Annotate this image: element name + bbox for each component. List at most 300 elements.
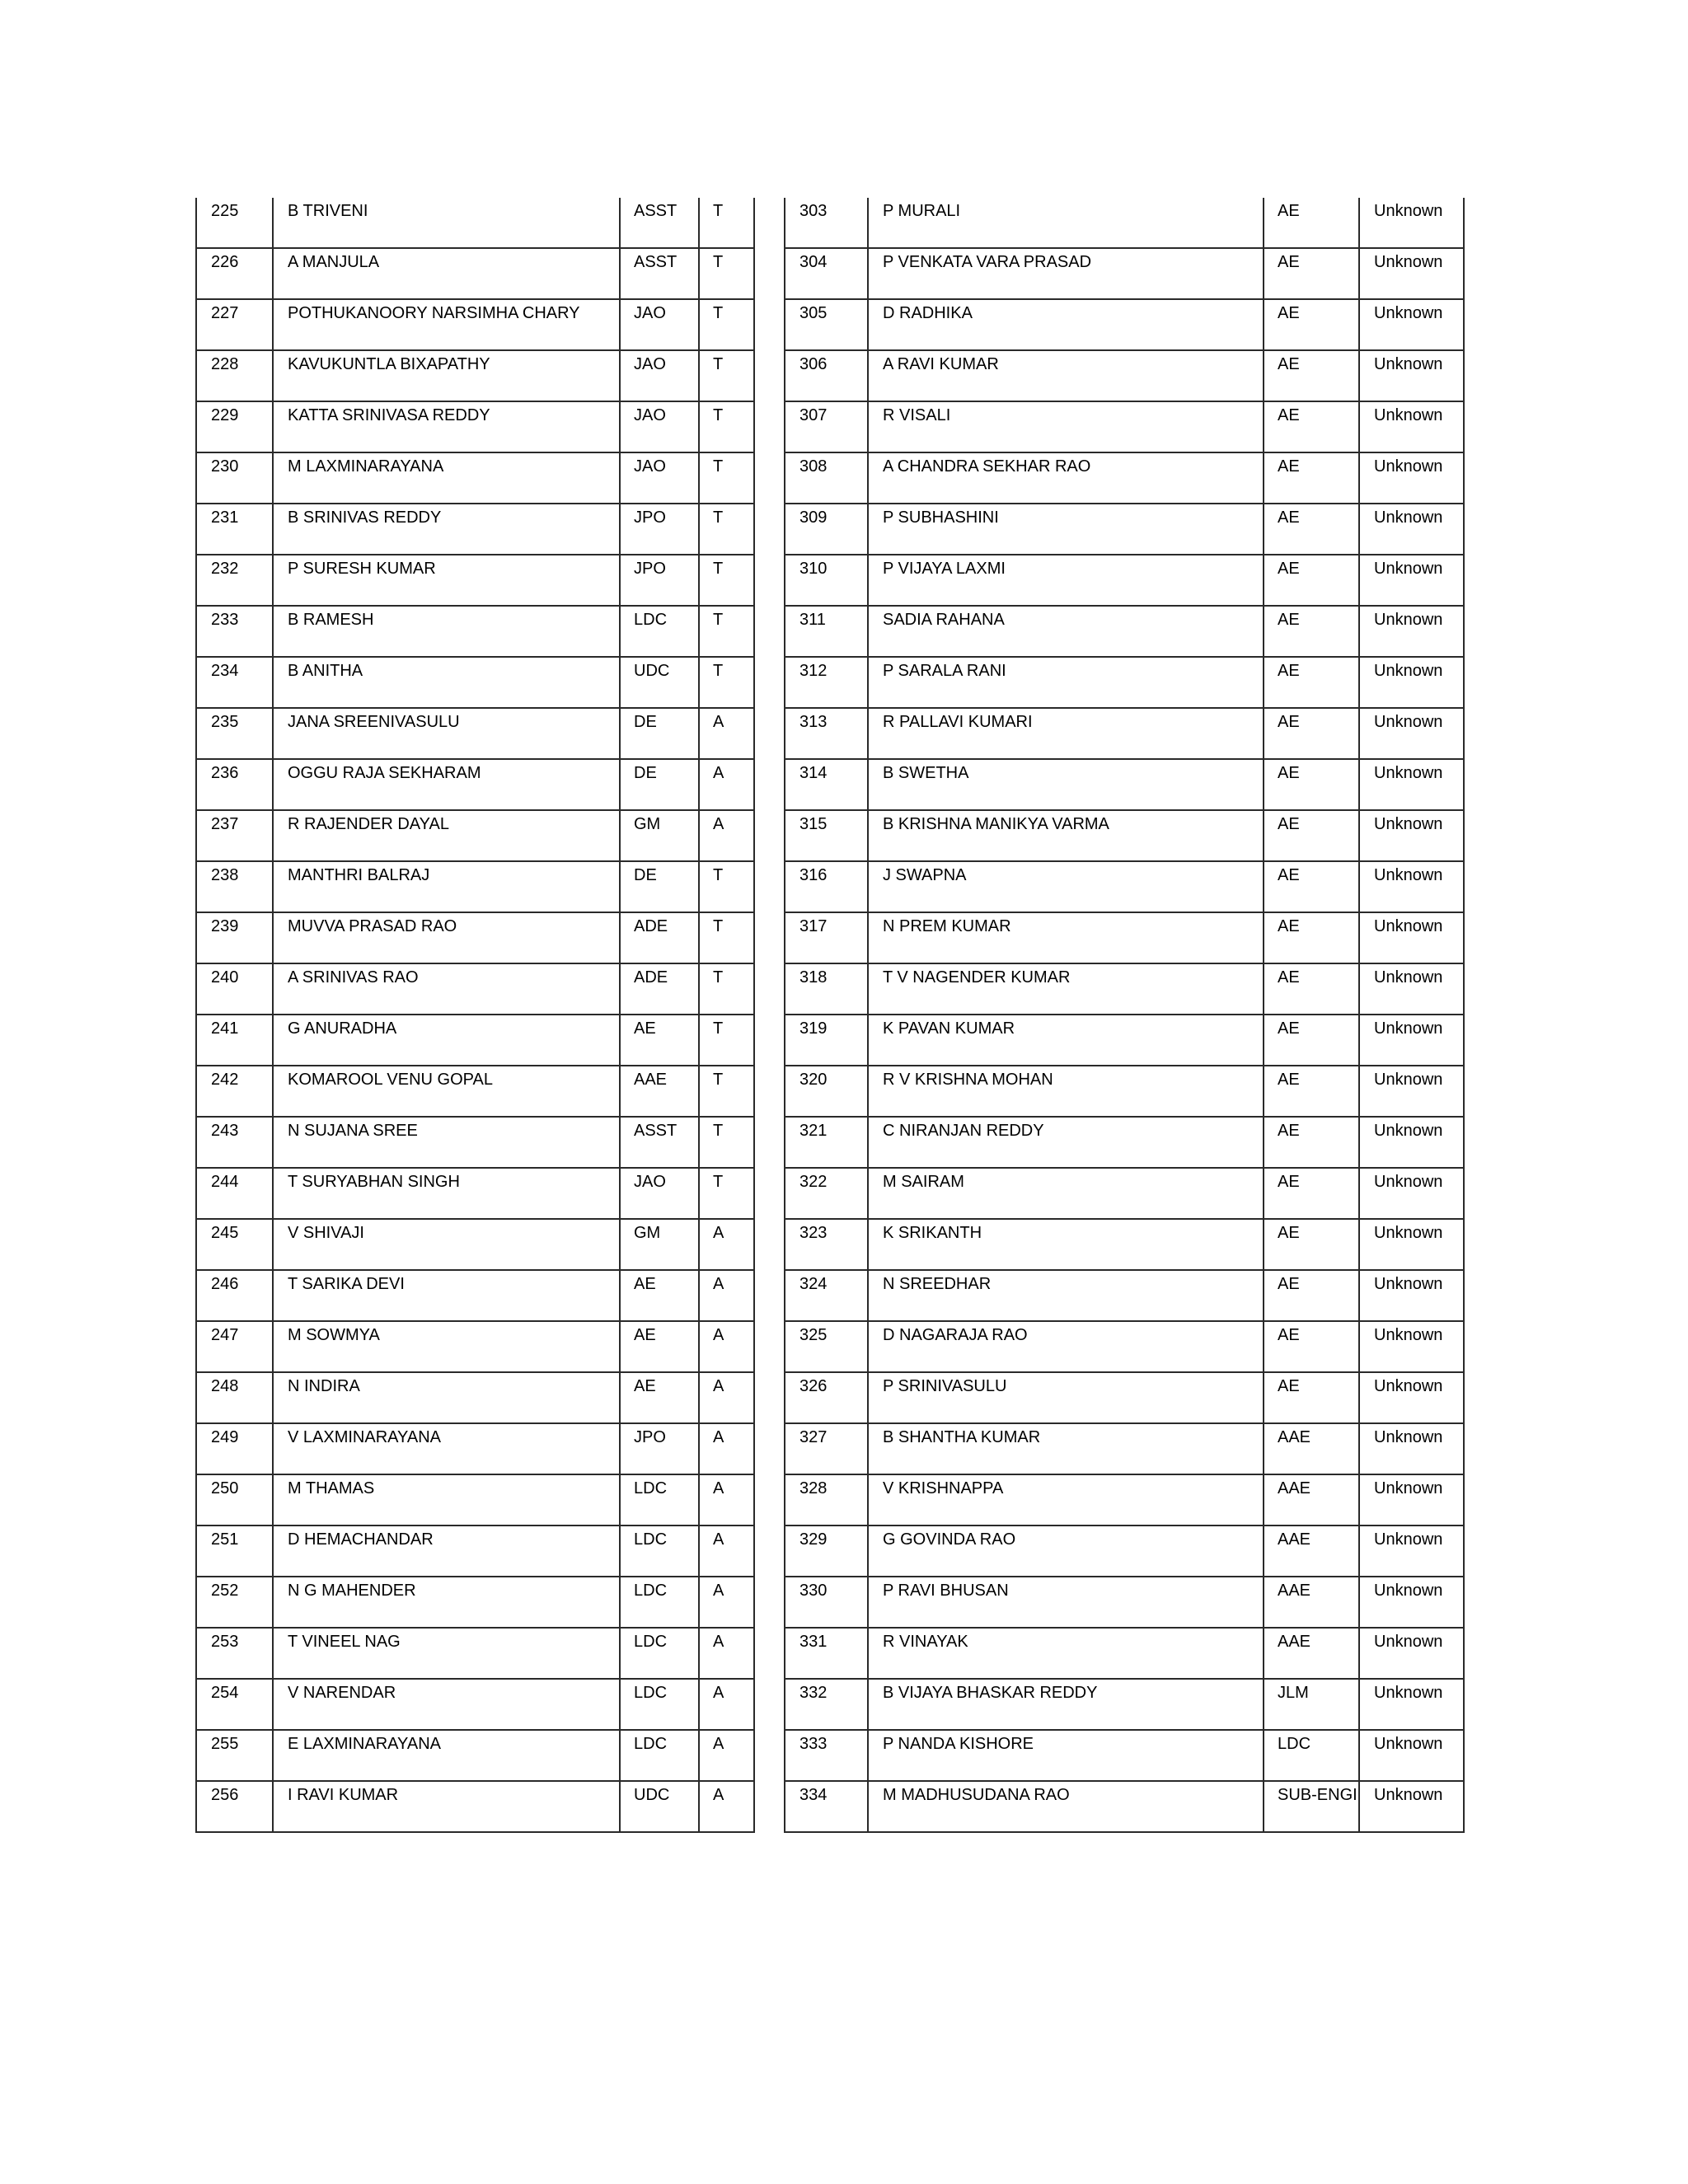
serial-number-text: 316: [799, 866, 828, 884]
table-row: [785, 1372, 1464, 1423]
table-row: [785, 963, 1464, 1015]
serial-number-text: 323: [799, 1224, 828, 1242]
designation-cell: [620, 912, 699, 963]
employee-name-text: MUVVA PRASAD RAO: [288, 917, 457, 935]
designation-text: AAE: [1278, 1479, 1311, 1497]
employee-name-cell: [868, 1628, 1264, 1679]
serial-number-cell: [196, 350, 273, 401]
category-code-text: A: [713, 1530, 724, 1549]
designation-text: JAO: [634, 355, 666, 373]
designation-cell: [620, 1015, 699, 1066]
designation-text: AE: [634, 1019, 656, 1038]
employee-name-text: KOMAROOL VENU GOPAL: [288, 1071, 493, 1089]
employee-name-text: N INDIRA: [288, 1377, 360, 1395]
designation-text: AE: [1278, 764, 1300, 782]
employee-name-cell: [273, 299, 620, 350]
employee-name-text: P RAVI BHUSAN: [883, 1582, 1009, 1600]
table-row: [196, 759, 754, 810]
serial-number-cell: [785, 401, 868, 452]
designation-cell: [620, 1730, 699, 1781]
designation-text: AAE: [1278, 1633, 1311, 1651]
designation-text: AE: [1278, 355, 1300, 373]
status-cell: [1359, 350, 1464, 401]
status-cell: [1359, 708, 1464, 759]
category-code-cell: [699, 350, 754, 401]
serial-number-text: 330: [799, 1582, 828, 1600]
designation-text: LDC: [1278, 1735, 1311, 1753]
designation-cell: [1264, 555, 1359, 606]
serial-number-text: 312: [799, 662, 828, 680]
employee-name-cell: [868, 759, 1264, 810]
serial-number-text: 334: [799, 1786, 828, 1804]
serial-number-text: 313: [799, 713, 828, 731]
serial-number-cell: [785, 657, 868, 708]
employee-name-cell: [273, 1117, 620, 1168]
designation-cell: [620, 606, 699, 657]
designation-text: AE: [1278, 1071, 1300, 1089]
employee-name-cell: [273, 708, 620, 759]
designation-cell: [620, 504, 699, 555]
designation-text: UDC: [634, 662, 670, 680]
serial-number-text: 232: [211, 560, 239, 578]
serial-number-cell: [785, 452, 868, 504]
designation-text: GM: [634, 815, 661, 833]
employee-name-text: MANTHRI BALRAJ: [288, 866, 430, 884]
category-code-cell: [699, 299, 754, 350]
employee-name-cell: [273, 350, 620, 401]
serial-number-text: 254: [211, 1684, 239, 1702]
status-text: Unknown: [1374, 1071, 1443, 1089]
employee-name-text: N SREEDHAR: [883, 1275, 992, 1293]
table-row: [785, 1066, 1464, 1117]
serial-number-cell: [196, 708, 273, 759]
status-cell: [1359, 810, 1464, 861]
status-text: Unknown: [1374, 662, 1443, 680]
serial-number-text: 238: [211, 866, 239, 884]
table-row: [196, 1270, 754, 1321]
designation-text: DE: [634, 866, 657, 884]
table-row: [785, 1219, 1464, 1270]
serial-number-cell: [196, 810, 273, 861]
designation-cell: [620, 198, 699, 248]
employee-name-text: T SARIKA DEVI: [288, 1275, 405, 1293]
employee-name-cell: [868, 350, 1264, 401]
employee-name-text: JANA SREENIVASULU: [288, 713, 460, 731]
employee-name-cell: [868, 1372, 1264, 1423]
table-row: [785, 1423, 1464, 1474]
employee-name-cell: [868, 963, 1264, 1015]
serial-number-cell: [785, 198, 868, 248]
designation-text: AE: [634, 1275, 656, 1293]
designation-text: ADE: [634, 968, 668, 987]
status-cell: [1359, 1321, 1464, 1372]
designation-text: JPO: [634, 560, 666, 578]
designation-cell: [1264, 1015, 1359, 1066]
employee-name-cell: [868, 1321, 1264, 1372]
serial-number-cell: [196, 401, 273, 452]
employee-name-text: V KRISHNAPPA: [883, 1479, 1004, 1497]
designation-cell: [1264, 606, 1359, 657]
serial-number-cell: [196, 1219, 273, 1270]
designation-cell: [620, 1117, 699, 1168]
status-cell: [1359, 248, 1464, 299]
serial-number-cell: [196, 1372, 273, 1423]
serial-number-text: 309: [799, 509, 828, 527]
serial-number-cell: [196, 1474, 273, 1526]
employee-name-text: P SUBHASHINI: [883, 509, 999, 527]
employee-name-cell: [868, 912, 1264, 963]
serial-number-text: 236: [211, 764, 239, 782]
designation-cell: [1264, 1270, 1359, 1321]
serial-number-text: 311: [799, 611, 826, 629]
employee-name-text: B VIJAYA BHASKAR REDDY: [883, 1684, 1098, 1702]
employee-name-text: D RADHIKA: [883, 304, 973, 322]
employee-name-cell: [868, 1168, 1264, 1219]
serial-number-text: 253: [211, 1633, 239, 1651]
serial-number-cell: [196, 1526, 273, 1577]
employee-name-cell: [273, 401, 620, 452]
serial-number-text: 245: [211, 1224, 239, 1242]
designation-cell: [1264, 1066, 1359, 1117]
serial-number-cell: [785, 1423, 868, 1474]
category-code-text: T: [713, 1071, 724, 1089]
designation-text: AE: [1278, 1326, 1300, 1344]
designation-text: AE: [1278, 457, 1300, 476]
serial-number-cell: [785, 1066, 868, 1117]
serial-number-text: 315: [799, 815, 828, 833]
employee-name-text: P SARALA RANI: [883, 662, 1006, 680]
employee-name-text: SADIA RAHANA: [883, 611, 1005, 629]
category-code-text: A: [713, 1786, 724, 1804]
table-row: [785, 1270, 1464, 1321]
employee-name-cell: [273, 555, 620, 606]
table-row: [196, 1423, 754, 1474]
designation-cell: [620, 1372, 699, 1423]
serial-number-text: 225: [211, 202, 239, 220]
status-text: Unknown: [1374, 1224, 1443, 1242]
serial-number-cell: [785, 1321, 868, 1372]
serial-number-cell: [785, 1117, 868, 1168]
table-row: [196, 1679, 754, 1730]
employee-name-text: V NARENDAR: [288, 1684, 396, 1702]
designation-cell: [620, 1577, 699, 1628]
status-text: Unknown: [1374, 355, 1443, 373]
left-staff-table: [195, 198, 755, 1833]
table-row: [196, 198, 754, 248]
status-cell: [1359, 555, 1464, 606]
serial-number-text: 226: [211, 253, 239, 271]
serial-number-text: 333: [799, 1735, 828, 1753]
serial-number-cell: [196, 452, 273, 504]
employee-name-cell: [868, 657, 1264, 708]
employee-name-cell: [868, 1117, 1264, 1168]
employee-name-cell: [273, 657, 620, 708]
designation-cell: [1264, 1117, 1359, 1168]
designation-text: AE: [1278, 662, 1300, 680]
table-row: [196, 1219, 754, 1270]
designation-cell: [620, 401, 699, 452]
status-text: Unknown: [1374, 1633, 1443, 1651]
table-row: [196, 1781, 754, 1832]
employee-name-text: K PAVAN KUMAR: [883, 1019, 1015, 1038]
serial-number-text: 249: [211, 1428, 239, 1446]
category-code-text: T: [713, 1122, 724, 1140]
table-row: [785, 1168, 1464, 1219]
employee-name-cell: [868, 248, 1264, 299]
category-code-cell: [699, 1474, 754, 1526]
serial-number-text: 331: [799, 1633, 828, 1651]
employee-name-cell: [868, 504, 1264, 555]
serial-number-text: 237: [211, 815, 239, 833]
serial-number-cell: [196, 1577, 273, 1628]
employee-name-cell: [868, 1015, 1264, 1066]
serial-number-text: 250: [211, 1479, 239, 1497]
table-row: [196, 1730, 754, 1781]
category-code-cell: [699, 1168, 754, 1219]
category-code-cell: [699, 1730, 754, 1781]
category-code-cell: [699, 452, 754, 504]
serial-number-cell: [785, 1168, 868, 1219]
category-code-text: T: [713, 560, 724, 578]
designation-text: AE: [1278, 509, 1300, 527]
serial-number-cell: [785, 555, 868, 606]
category-code-text: A: [713, 815, 724, 833]
serial-number-text: 256: [211, 1786, 239, 1804]
status-cell: [1359, 198, 1464, 248]
category-code-text: T: [713, 662, 724, 680]
designation-text: AAE: [1278, 1582, 1311, 1600]
employee-name-text: T SURYABHAN SINGH: [288, 1173, 460, 1191]
designation-text: LDC: [634, 611, 668, 629]
employee-name-cell: [273, 1270, 620, 1321]
table-row: [196, 452, 754, 504]
designation-cell: [1264, 198, 1359, 248]
table-row: [785, 350, 1464, 401]
table-row: [196, 248, 754, 299]
serial-number-text: 310: [799, 560, 828, 578]
status-text: Unknown: [1374, 764, 1443, 782]
designation-text: JLM: [1278, 1684, 1309, 1702]
serial-number-cell: [785, 1679, 868, 1730]
category-code-text: A: [713, 1326, 724, 1344]
employee-name-cell: [273, 606, 620, 657]
designation-text: AAE: [634, 1071, 668, 1089]
employee-name-text: R PALLAVI KUMARI: [883, 713, 1033, 731]
serial-number-cell: [196, 861, 273, 912]
category-code-text: A: [713, 1275, 724, 1293]
status-text: Unknown: [1374, 1326, 1443, 1344]
designation-text: LDC: [634, 1582, 668, 1600]
employee-name-cell: [868, 198, 1264, 248]
table-row: [196, 299, 754, 350]
serial-number-cell: [785, 248, 868, 299]
employee-name-text: D HEMACHANDAR: [288, 1530, 434, 1549]
status-cell: [1359, 1577, 1464, 1628]
employee-name-text: P NANDA KISHORE: [883, 1735, 1034, 1753]
table-row: [196, 1066, 754, 1117]
employee-name-cell: [868, 1270, 1264, 1321]
serial-number-text: 306: [799, 355, 828, 373]
designation-cell: [1264, 504, 1359, 555]
table-row: [196, 606, 754, 657]
category-code-cell: [699, 248, 754, 299]
serial-number-cell: [785, 759, 868, 810]
designation-text: AE: [1278, 1173, 1300, 1191]
designation-cell: [620, 452, 699, 504]
table-row: [196, 1526, 754, 1577]
serial-number-cell: [785, 963, 868, 1015]
serial-number-cell: [196, 759, 273, 810]
serial-number-cell: [196, 963, 273, 1015]
category-code-text: T: [713, 304, 724, 322]
designation-text: JAO: [634, 406, 666, 424]
serial-number-cell: [196, 1423, 273, 1474]
designation-text: LDC: [634, 1530, 668, 1549]
employee-name-cell: [868, 1730, 1264, 1781]
status-text: Unknown: [1374, 406, 1443, 424]
serial-number-cell: [785, 1219, 868, 1270]
status-text: Unknown: [1374, 713, 1443, 731]
designation-cell: [1264, 708, 1359, 759]
serial-number-text: 255: [211, 1735, 239, 1753]
category-code-text: T: [713, 611, 724, 629]
designation-cell: [1264, 1372, 1359, 1423]
status-text: Unknown: [1374, 1786, 1443, 1804]
employee-name-cell: [273, 1066, 620, 1117]
employee-name-text: A RAVI KUMAR: [883, 355, 999, 373]
serial-number-cell: [196, 606, 273, 657]
designation-text: SUB-ENGI: [1278, 1786, 1357, 1804]
right-table-body: [785, 198, 1464, 1832]
designation-text: AAE: [1278, 1428, 1311, 1446]
status-text: Unknown: [1374, 1122, 1443, 1140]
designation-cell: [620, 963, 699, 1015]
serial-number-cell: [785, 810, 868, 861]
status-text: Unknown: [1374, 509, 1443, 527]
serial-number-text: 324: [799, 1275, 828, 1293]
designation-cell: [620, 810, 699, 861]
status-cell: [1359, 1015, 1464, 1066]
designation-cell: [1264, 1730, 1359, 1781]
category-code-text: T: [713, 406, 724, 424]
serial-number-cell: [196, 657, 273, 708]
category-code-cell: [699, 1372, 754, 1423]
serial-number-text: 251: [211, 1530, 239, 1549]
category-code-cell: [699, 198, 754, 248]
table-row: [785, 1526, 1464, 1577]
designation-cell: [1264, 963, 1359, 1015]
designation-cell: [1264, 401, 1359, 452]
serial-number-text: 303: [799, 202, 828, 220]
serial-number-text: 235: [211, 713, 239, 731]
table-row: [785, 504, 1464, 555]
table-row: [196, 1168, 754, 1219]
employee-name-cell: [868, 555, 1264, 606]
employee-name-text: P VIJAYA LAXMI: [883, 560, 1006, 578]
category-code-text: A: [713, 1735, 724, 1753]
serial-number-text: 233: [211, 611, 239, 629]
table-row: [785, 708, 1464, 759]
designation-text: AE: [1278, 815, 1300, 833]
employee-name-cell: [868, 299, 1264, 350]
designation-cell: [620, 1423, 699, 1474]
designation-text: LDC: [634, 1479, 668, 1497]
designation-text: AE: [1278, 1224, 1300, 1242]
employee-name-text: P VENKATA VARA PRASAD: [883, 253, 1092, 271]
employee-name-cell: [273, 810, 620, 861]
status-cell: [1359, 1679, 1464, 1730]
status-cell: [1359, 963, 1464, 1015]
designation-text: AE: [1278, 1019, 1300, 1038]
employee-name-text: B SHANTHA KUMAR: [883, 1428, 1041, 1446]
designation-text: AE: [1278, 202, 1300, 220]
employee-name-text: A MANJULA: [288, 253, 380, 271]
status-cell: [1359, 1117, 1464, 1168]
status-cell: [1359, 1066, 1464, 1117]
serial-number-cell: [196, 1270, 273, 1321]
designation-text: AE: [634, 1377, 656, 1395]
designation-cell: [620, 708, 699, 759]
status-cell: [1359, 1628, 1464, 1679]
category-code-text: A: [713, 764, 724, 782]
category-code-cell: [699, 1526, 754, 1577]
status-text: Unknown: [1374, 1684, 1443, 1702]
employee-name-cell: [273, 1372, 620, 1423]
table-row: [785, 1577, 1464, 1628]
employee-name-cell: [868, 1474, 1264, 1526]
status-cell: [1359, 1168, 1464, 1219]
table-row: [785, 555, 1464, 606]
serial-number-cell: [785, 1730, 868, 1781]
employee-name-text: B RAMESH: [288, 611, 374, 629]
serial-number-cell: [785, 1628, 868, 1679]
employee-name-cell: [868, 810, 1264, 861]
designation-text: AE: [1278, 1377, 1300, 1395]
status-cell: [1359, 606, 1464, 657]
employee-name-text: J SWAPNA: [883, 866, 967, 884]
status-text: Unknown: [1374, 815, 1443, 833]
table-row: [196, 963, 754, 1015]
designation-cell: [1264, 861, 1359, 912]
designation-text: AE: [1278, 611, 1300, 629]
employee-name-text: P MURALI: [883, 202, 961, 220]
serial-number-cell: [196, 1730, 273, 1781]
status-text: Unknown: [1374, 1735, 1443, 1753]
serial-number-text: 307: [799, 406, 828, 424]
status-cell: [1359, 1781, 1464, 1832]
serial-number-text: 314: [799, 764, 828, 782]
employee-name-text: M LAXMINARAYANA: [288, 457, 444, 476]
serial-number-cell: [785, 1526, 868, 1577]
serial-number-text: 227: [211, 304, 239, 322]
employee-name-cell: [273, 504, 620, 555]
serial-number-cell: [785, 1372, 868, 1423]
status-text: Unknown: [1374, 304, 1443, 322]
designation-text: AE: [1278, 406, 1300, 424]
employee-name-text: E LAXMINARAYANA: [288, 1735, 441, 1753]
serial-number-cell: [785, 1781, 868, 1832]
designation-cell: [620, 1474, 699, 1526]
employee-name-cell: [273, 452, 620, 504]
category-code-cell: [699, 555, 754, 606]
employee-name-text: B SRINIVAS REDDY: [288, 509, 442, 527]
employee-name-text: V SHIVAJI: [288, 1224, 364, 1242]
status-cell: [1359, 861, 1464, 912]
table-row: [785, 606, 1464, 657]
serial-number-cell: [196, 1015, 273, 1066]
serial-number-text: 241: [211, 1019, 239, 1038]
serial-number-text: 308: [799, 457, 828, 476]
